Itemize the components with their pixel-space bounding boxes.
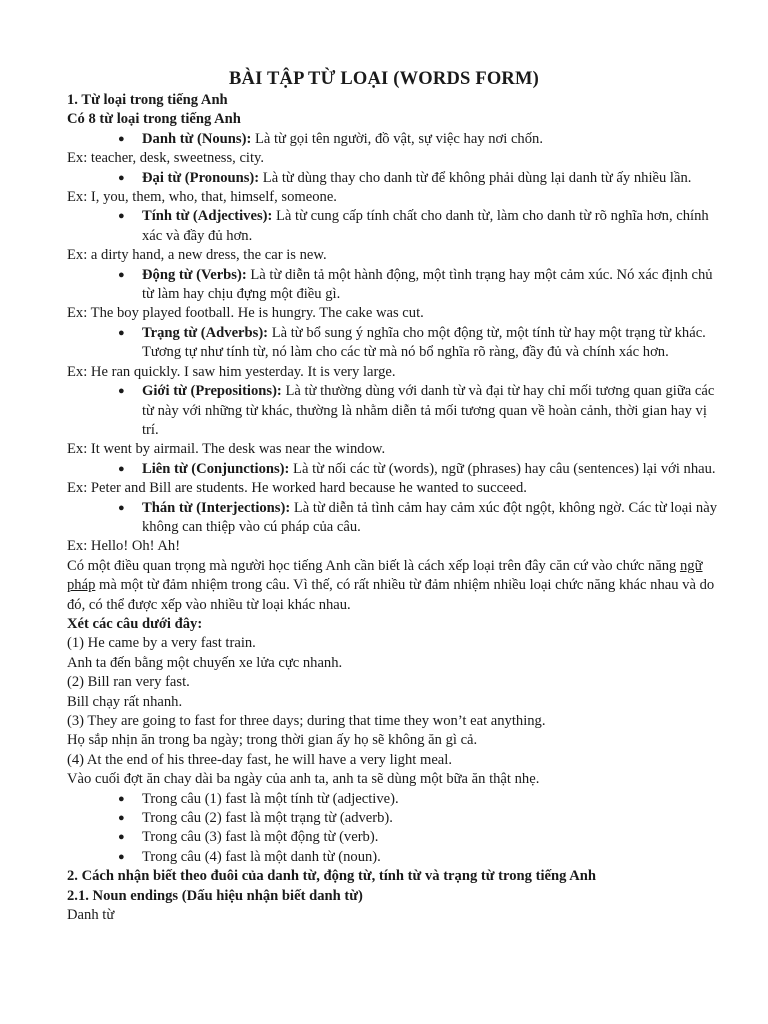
- section-1-subheading: Có 8 từ loại trong tiếng Anh: [67, 111, 241, 128]
- pos-bullet-pronouns: [67, 169, 722, 188]
- explanation-paragraph: Có một điều quan trọng mà người học tiếng Anh cần biết là cách xếp loại trên đây căn cứ vào chức năng ngữ pháp mà một từ đảm nhiệm trong câu. Vì thế, có rất nhiều từ đảm nhiệm nhiều loại chức năng khác nhau và do đó, có thể được xếp vào nhiều từ loại khác nhau.: [67, 557, 715, 613]
- example-sentence: (4) At the end of his three-day fast, he will have a very light meal.: [67, 751, 452, 768]
- fast-usage-bullet: ● Trong câu (2) fast là một trạng từ (adverb).: [67, 809, 722, 828]
- example-translation: Vào cuối đợt ăn chay dài ba ngày của anh ta, anh ta sẽ dùng một bữa ăn thật nhẹ.: [67, 771, 540, 788]
- fast-usage-bullet: ● Trong câu (4) fast là một danh từ (noun).: [67, 848, 722, 867]
- pos-example: Ex: a dirty hand, a new dress, the car is new.: [67, 247, 327, 264]
- example-sentence: (2) Bill ran very fast.: [67, 674, 190, 691]
- bullet-icon: ●: [118, 850, 125, 863]
- example-sentence: (1) He came by a very fast train.: [67, 635, 256, 652]
- example-translation: Bill chạy rất nhanh.: [67, 693, 183, 710]
- pos-term: Động từ (Verbs):: [142, 266, 247, 283]
- bullet-icon: ●: [118, 268, 125, 281]
- pos-description: Là từ cung cấp tính chất cho danh từ, làm cho danh từ rõ nghĩa hơn, chính xác và đầy đủ hơn.: [142, 208, 709, 244]
- bullet-icon: ●: [118, 326, 125, 339]
- pos-example: Ex: The boy played football. He is hungry. The cake was cut.: [67, 305, 424, 322]
- pos-bullet-interjections: [67, 499, 722, 538]
- pos-description: Là từ gọi tên người, đồ vật, sự việc hay nơi chốn.: [251, 130, 543, 147]
- bullet-icon: ●: [118, 385, 125, 398]
- pos-term: Tính từ (Adjectives):: [142, 208, 273, 225]
- pos-description: Là từ nối các từ (words), ngữ (phrases) hay câu (sentences) lại với nhau.: [289, 460, 716, 477]
- section-2-1-heading: 2.1. Noun endings (Dấu hiệu nhận biết danh từ): [67, 887, 363, 904]
- example-translation: Anh ta đến bằng một chuyến xe lửa cực nhanh.: [67, 654, 343, 671]
- pos-example: Ex: teacher, desk, sweetness, city.: [67, 150, 265, 167]
- trailing-text: Danh từ: [67, 907, 115, 924]
- pos-term: Danh từ (Nouns):: [142, 130, 252, 147]
- pos-term: Giới từ (Prepositions):: [142, 383, 282, 400]
- bullet-icon: ●: [118, 171, 125, 184]
- document-title: BÀI TẬP TỪ LOẠI (WORDS FORM): [228, 69, 540, 89]
- section-2-heading: 2. Cách nhận biết theo đuôi của danh từ, động từ, tính từ và trạng từ trong tiếng Anh: [67, 868, 597, 885]
- pos-description: Là từ bổ sung ý nghĩa cho một động từ, một tính từ hay một trạng từ khác. Tương tự như tính từ, nó làm cho các từ mà nó bổ nghĩa rõ ràng, đầy đủ và chính xác hơn.: [142, 324, 706, 361]
- consider-heading: Xét các câu dưới đây:: [67, 615, 203, 632]
- pos-term: Trạng từ (Adverbs):: [142, 324, 269, 341]
- bullet-icon: ●: [118, 501, 125, 514]
- pos-bullet-conjunctions: [67, 460, 722, 479]
- pos-bullet-verbs: [67, 266, 722, 305]
- pos-example: Ex: He ran quickly. I saw him yesterday. It is very large.: [67, 363, 396, 380]
- pos-example: Ex: Peter and Bill are students. He worked hard because he wanted to succeed.: [67, 480, 527, 497]
- fast-usage-bullet: ● Trong câu (3) fast là một động từ (verb).: [67, 828, 722, 847]
- bullet-icon: ●: [118, 132, 125, 145]
- pos-description: Là từ thường dùng với danh từ và đại từ hay chỉ mối tương quan giữa các từ này với những từ khác, thường là nhằm diễn tả mối tương quan về hoàn cảnh, thời gian hay vị trí.: [142, 383, 715, 438]
- pos-bullet-prepositions: [67, 382, 722, 440]
- pos-bullet-adverbs: [67, 324, 722, 363]
- document-body: [67, 91, 722, 925]
- pos-term: Đại từ (Pronouns):: [142, 169, 260, 186]
- pos-example: Ex: It went by airmail. The desk was near the window.: [67, 441, 386, 458]
- pos-term: Liên từ (Conjunctions):: [142, 460, 290, 477]
- grammar-link[interactable]: ngữ pháp: [67, 557, 703, 594]
- bullet-icon: ●: [118, 792, 125, 805]
- pos-bullet-nouns: [67, 130, 722, 149]
- section-1-heading: 1. Từ loại trong tiếng Anh: [67, 92, 228, 108]
- bullet-icon: ●: [118, 831, 125, 844]
- pos-bullet-adjectives: [67, 207, 722, 246]
- pos-description: Là từ diễn tả tình cảm hay cảm xúc đột ngột, không ngờ. Các từ loại này không can thiệp vào cú pháp của câu.: [142, 499, 717, 535]
- bullet-icon: ●: [118, 812, 125, 825]
- pos-example: Ex: Hello! Oh! Ah!: [67, 538, 181, 555]
- pos-description: Là từ dùng thay cho danh từ để không phải dùng lại danh từ ấy nhiều lần.: [259, 169, 692, 186]
- example-translation: Họ sắp nhịn ăn trong ba ngày; trong thời gian ấy họ sẽ không ăn gì cả.: [67, 732, 478, 749]
- pos-description: Là từ diễn tả một hành động, một tình trạng hay một cảm xúc. Nó xác định chủ từ làm hay chịu đựng một điều gì.: [142, 266, 713, 303]
- fast-usage-bullet: ● Trong câu (1) fast là một tính từ (adjective).: [67, 790, 722, 809]
- bullet-icon: ●: [118, 462, 125, 475]
- pos-example: Ex: I, you, them, who, that, himself, someone.: [67, 189, 337, 206]
- pos-term: Thán từ (Interjections):: [142, 499, 291, 516]
- example-sentence: (3) They are going to fast for three days; during that time they won’t eat anything.: [67, 713, 546, 729]
- bullet-icon: ●: [118, 210, 125, 223]
